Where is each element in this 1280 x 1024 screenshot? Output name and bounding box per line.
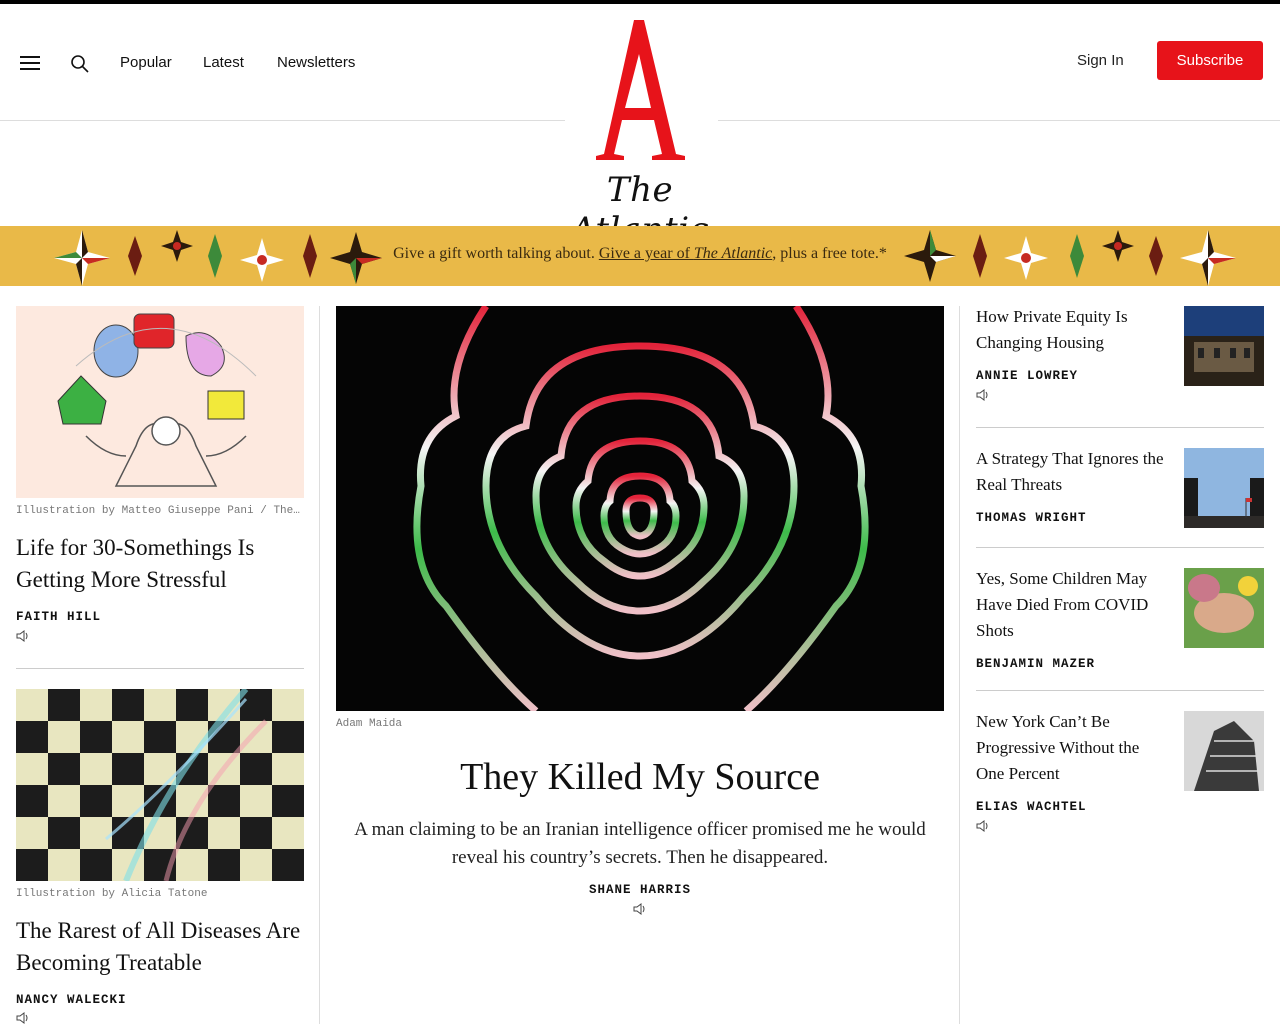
feature-author[interactable]: SHANE HARRIS: [588, 883, 691, 897]
subscribe-button[interactable]: Subscribe: [1157, 41, 1263, 80]
column-divider: [319, 306, 320, 1024]
article-author[interactable]: ANNIE LOWREY: [976, 369, 1079, 383]
speaker-audio-icon[interactable]: [976, 389, 990, 401]
image-credit: Illustration by Matteo Giuseppe Pani / The…: [16, 505, 300, 517]
gift-promo-banner[interactable]: [0, 226, 1280, 286]
article-headline[interactable]: The Rarest of All Diseases Are Becoming Treatable: [16, 918, 301, 975]
feature-image-concentric-heads[interactable]: [336, 306, 944, 711]
section-separator: [976, 427, 1264, 428]
speaker-audio-icon[interactable]: [16, 630, 30, 642]
hamburger-menu-icon[interactable]: [20, 54, 40, 72]
article-author[interactable]: BENJAMIN MAZER: [976, 657, 1096, 671]
image-credit: Adam Maida: [336, 718, 403, 730]
section-separator: [976, 690, 1264, 691]
article-headline[interactable]: Yes, Some Children May Have Died From COVID Shots: [976, 569, 1149, 640]
site-header: [0, 4, 1280, 226]
sign-in-link[interactable]: Sign In: [1077, 52, 1124, 69]
promo-link-text: Give a year of: [598, 245, 694, 262]
nav-newsletters-link[interactable]: Newsletters: [277, 54, 356, 71]
speaker-audio-icon[interactable]: [976, 820, 990, 832]
article-author[interactable]: THOMAS WRIGHT: [976, 511, 1087, 525]
article-headline[interactable]: How Private Equity Is Changing Housing: [976, 307, 1128, 352]
star-ornament-icon: [890, 226, 1250, 286]
article-thumbnail[interactable]: [1184, 448, 1264, 528]
dna-checkerboard-image[interactable]: [16, 689, 304, 881]
article-author[interactable]: FAITH HILL: [16, 610, 102, 624]
speaker-audio-icon[interactable]: [16, 1012, 30, 1024]
article-author[interactable]: ELIAS WACHTEL: [976, 800, 1087, 814]
atlantic-logo-a[interactable]: [590, 12, 690, 162]
juggling-illustration-image[interactable]: [16, 306, 304, 498]
speaker-audio-icon[interactable]: [633, 903, 647, 915]
nav-popular-link[interactable]: Popular: [120, 54, 172, 71]
nav-latest-link[interactable]: Latest: [203, 54, 244, 71]
article-thumbnail[interactable]: [1184, 306, 1264, 386]
feature-headline[interactable]: They Killed My Source: [460, 756, 820, 798]
section-separator: [16, 668, 304, 669]
search-icon[interactable]: [70, 54, 90, 74]
header-divider-right: [718, 120, 1280, 121]
header-divider-left: [0, 120, 565, 121]
column-divider: [959, 306, 960, 1024]
feature-dek: A man claiming to be an Iranian intelligence officer promised me he would reveal his country’s secrets. Then he disappeared.: [354, 819, 926, 868]
section-separator: [976, 547, 1264, 548]
image-credit: Illustration by Alicia Tatone: [16, 888, 208, 900]
promo-lead: Give a gift worth talking about.: [393, 245, 599, 262]
article-headline[interactable]: A Strategy That Ignores the Real Threats: [976, 449, 1164, 494]
promo-gift-link[interactable]: [599, 245, 772, 262]
article-author[interactable]: NANCY WALECKI: [16, 993, 127, 1007]
article-headline[interactable]: New York Can’t Be Progressive Without the One Percent: [976, 712, 1140, 783]
article-thumbnail[interactable]: [1184, 568, 1264, 648]
article-thumbnail[interactable]: [1184, 711, 1264, 791]
logo-wordmark[interactable]: The: [606, 170, 674, 210]
promo-link-italic: The Atlantic: [693, 245, 773, 262]
promo-tail: , plus a free tote.*: [772, 245, 887, 262]
article-headline[interactable]: Life for 30-Somethings Is Getting More Stressful: [16, 535, 255, 592]
